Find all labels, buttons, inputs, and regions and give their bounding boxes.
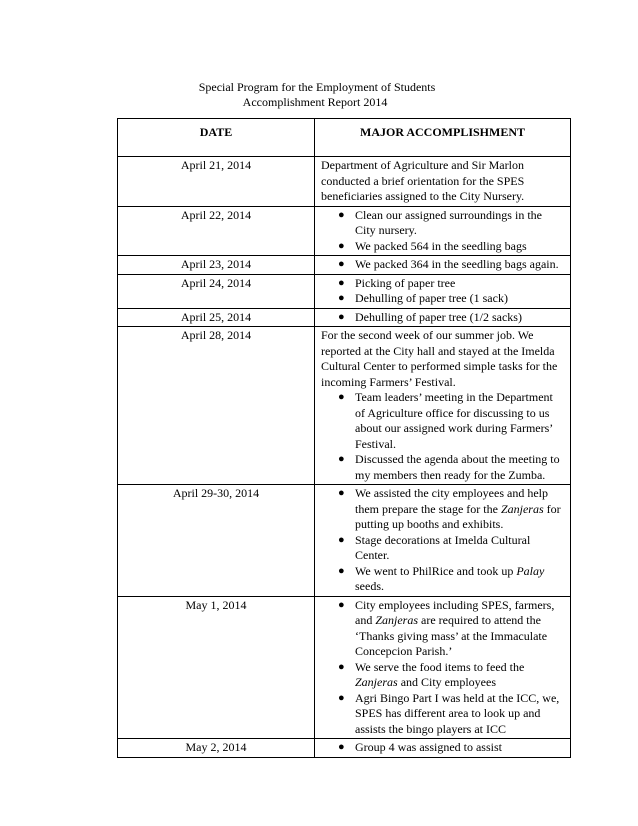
table-row (118, 327, 571, 485)
bullet-list (321, 310, 564, 326)
row-accomplishment (315, 327, 571, 485)
bullet-text (355, 486, 564, 533)
table-row (118, 739, 571, 758)
bullet-text-segment: We serve the food items to feed the (355, 659, 525, 674)
bullet-icon: ● (338, 487, 345, 499)
row-date: April 25, 2014 (118, 308, 315, 327)
row-date: April 23, 2014 (118, 256, 315, 275)
row-accomplishment (315, 256, 571, 275)
bullet-icon: ● (338, 276, 345, 289)
bullet-text: Clean our assigned surroundings in the City nursery. (355, 207, 542, 237)
list-item (321, 390, 564, 452)
row-date: April 24, 2014 (118, 274, 315, 308)
row-accomplishment (315, 596, 571, 739)
accomplishment-paragraph: Department of Agriculture and Sir Marlon conducted a brief orientation for the SPES beneficiaries assigned to the City Nursery. (321, 158, 525, 203)
list-item (321, 291, 564, 307)
row-accomplishment (315, 739, 571, 758)
list-item (321, 310, 564, 326)
bullet-icon: ● (338, 598, 345, 611)
list-item (321, 452, 564, 483)
bullet-icon: ● (338, 453, 345, 465)
row-date: May 1, 2014 (118, 596, 315, 739)
accomplishment-table (117, 118, 571, 758)
bullet-text: We packed 564 in the seedling bags (355, 238, 527, 253)
row-date: April 22, 2014 (118, 206, 315, 256)
bullet-text: Dehulling of paper tree (1/2 sacks) (355, 309, 522, 324)
bullet-text (355, 598, 564, 660)
list-item (321, 740, 564, 756)
table-row (118, 308, 571, 327)
bullet-icon: ● (338, 691, 345, 704)
table-row (118, 274, 571, 308)
report-subtitle: Accomplishment Report 2014 (242, 95, 388, 109)
bullet-text: We packed 364 in the seedling bags again. (355, 257, 559, 271)
bullet-list (321, 486, 564, 595)
bullet-icon: ● (338, 533, 345, 546)
bullet-text: Dehulling of paper tree (1 sack) (355, 291, 508, 305)
bullet-text-segment: We assisted the city employees and help them prepare the stage for the (355, 486, 548, 516)
bullet-text (355, 691, 564, 738)
bullet-icon: ● (338, 564, 345, 577)
column-header-accomplishment: MAJOR ACCOMPLISHMENT (315, 119, 571, 157)
list-item (321, 598, 564, 660)
bullet-icon: ● (338, 391, 345, 403)
italic-term: Palay (516, 563, 545, 578)
bullet-text-segment: and City employees (397, 675, 497, 689)
row-date: April 21, 2014 (118, 157, 315, 207)
bullet-text-segment: are required to attend the ‘Thanks giving mass’ at the Immaculate Concepcion Parish.’ (355, 613, 548, 658)
bullet-icon: ● (338, 239, 345, 252)
list-item (321, 564, 564, 595)
table-row (118, 596, 571, 739)
row-date: April 29-30, 2014 (118, 485, 315, 597)
bullet-text: Team leaders’ meeting in the Department of Agriculture office for discussing to us about our assigned work during Farmers’ Festival. (355, 390, 553, 451)
italic-term: Zanjeras (375, 613, 419, 627)
italic-term: Zanjeras (355, 675, 398, 689)
row-accomplishment (315, 274, 571, 308)
row-accomplishment (315, 308, 571, 327)
bullet-list (321, 390, 564, 483)
table-row (118, 485, 571, 597)
bullet-text: Picking of paper tree (355, 275, 456, 290)
bullet-text (355, 660, 564, 691)
bullet-text-segment: seeds. (355, 579, 384, 593)
italic-term: Zanjeras (500, 501, 544, 516)
list-item (321, 276, 564, 292)
list-item (321, 691, 564, 738)
table-row (118, 157, 571, 207)
row-accomplishment (315, 157, 571, 207)
bullet-icon: ● (338, 741, 345, 753)
bullet-list (321, 740, 564, 756)
list-item (321, 239, 564, 255)
bullet-text-segment: Stage decorations at Imelda Cultural Center. (355, 532, 531, 562)
row-date: May 2, 2014 (118, 739, 315, 758)
bullet-icon: ● (338, 660, 345, 673)
bullet-text: Discussed the agenda about the meeting to my members then ready for the Zumba. (355, 452, 560, 482)
row-date: April 28, 2014 (118, 327, 315, 485)
table-row (118, 206, 571, 256)
bullet-list (321, 276, 564, 307)
bullet-icon: ● (338, 258, 345, 270)
list-item (321, 257, 564, 273)
list-item (321, 533, 564, 564)
bullet-text-segment: for putting up booths and exhibits. (355, 501, 561, 531)
bullet-icon: ● (338, 292, 345, 304)
column-header-date: DATE (118, 119, 315, 157)
bullet-text (355, 533, 564, 564)
bullet-text: Group 4 was assigned to assist (355, 740, 502, 754)
list-item (321, 660, 564, 691)
report-title: Special Program for the Employment of Students (198, 80, 436, 94)
bullet-list (321, 598, 564, 738)
bullet-list (321, 257, 564, 273)
bullet-text-segment: Agri Bingo Part I was held at the ICC, we, SPES has different area to look up and assists the bingo players at ICC (355, 690, 560, 736)
bullet-text-segment: We went to PhilRice and took up (355, 563, 517, 578)
accomplishment-paragraph: For the second week of our summer job. We reported at the City hall and stayed at the Imelda Cultural Center to performed simple tasks for the incoming Farmers’ Festival. (321, 328, 558, 389)
table-header-row (118, 119, 571, 157)
bullet-icon: ● (338, 208, 345, 221)
bullet-icon: ● (338, 310, 345, 323)
table-row (118, 256, 571, 275)
bullet-list (321, 208, 564, 255)
bullet-text-segment: City employees including SPES, farmers, and (355, 597, 555, 627)
row-accomplishment (315, 206, 571, 256)
list-item (321, 208, 564, 239)
list-item (321, 486, 564, 533)
bullet-text (355, 564, 564, 595)
row-accomplishment (315, 485, 571, 597)
